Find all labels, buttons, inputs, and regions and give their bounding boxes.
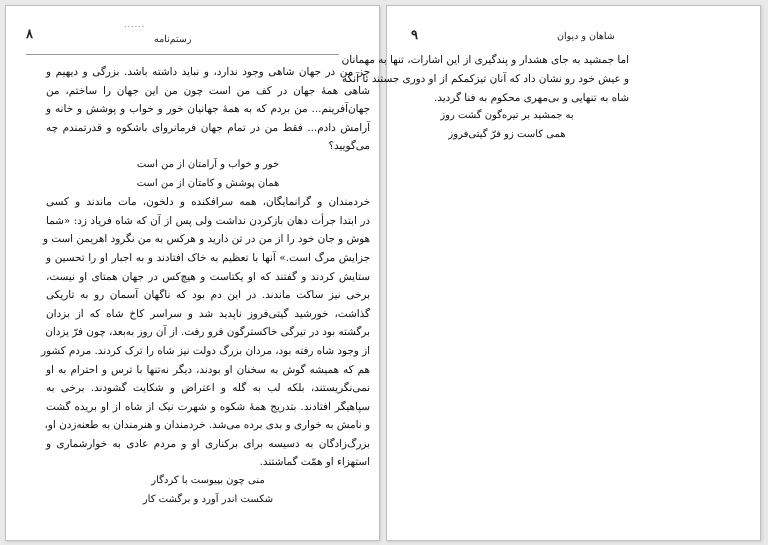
text-line: برگشته بود در تیرگی خاکسترگون فرو رفت. از آن روز بەبعد، چون فرّ یزدان [45,326,370,339]
page-number: ۹ [411,28,418,43]
verse-line: همی کاست زو فرّ گیتی‌فروز [448,129,566,141]
page-number: ۸ [26,27,33,42]
text-line: خردمندان و گرانمایگان، همه سرافکنده و دلخون، مات ماندند و کسی [46,196,370,209]
text-line: می‌گویید؟ [328,140,370,153]
text-line: هم که همیشه گوش به سخنان او بودند، دیگر نه‌تنها با ترس و احترام به او [46,363,370,376]
text-line: شاه به تنهایی و بی‌مهری محکوم به فنا گردید. [433,91,629,104]
text-line: برخی نیز ساکت ماندند. در این دم بود که ناگهان آسمان رو به تاریکی [46,289,370,302]
verse-line: منی چون بپیوست با کردگار [151,475,265,487]
header-dots: ...... [124,20,146,29]
text-line: نمی‌نگریستند، بلکه لب به گله و اعتراض و شکایت گشودند. برخی به [46,382,370,395]
verse-line: به جمشید بر تیره‌گون گشت روز [440,110,574,122]
verse-line: خور و خواب و آرامتان از من است [136,158,280,170]
left-page [5,5,380,541]
text-line: شاهی همهٔ جهان در کف من است چون من این جهان را ساختم، من [46,84,370,97]
right-page-body [341,51,629,145]
text-line: جهان‌آفرینم... من بردم که به همهٔ جهانیان خور و خواب و پوشش و خانه و [46,103,370,116]
text-line: و نامش به خواری و بدی برده می‌شد. خردمندان و هنرمندان به طعنه‌زدن او، [44,419,370,432]
verse-line: همان پوشش و کامتان از من است [136,177,280,189]
running-header-title: رستم‌نامه [154,34,192,45]
text-line: استهزاء او همّت گماشتند. [259,456,370,469]
text-line: اما جمشید به جای هشدار و پندگیری از این اشارات، تنها به مهمانان [341,54,629,66]
running-header-title: شاهان و دیوان [557,31,615,42]
text-line: جز من در جهان شاهی وجود ندارد، و نباید داشته باشد. بزرگی و دیهیم و [46,66,370,78]
text-line: جزایش مرگ است.» آنها با تعظیم به خاک افتادند و به اجبار او را تحسین و [46,251,370,264]
text-line: هوش و جان خود را از من در تن دارید و هرکس به من نگرود اهریمن است و [42,233,370,246]
text-line: در ابتدا جرأت دهان بازکردن نداشت ولی پس از آن که شاه فریاد زد: «شما [46,214,370,227]
text-line: آرامش دادم... فقط من در تمام جهان فرمانروای باشکوه و قدرتمندم چه [46,121,370,134]
text-line: از وجود شاه رفته بود، مردان بزرگ دولت نیز شاه را ترک کردند. مردم کشور [40,344,370,357]
left-page-body [40,63,370,509]
text-line: سپاهیگر افتادند. بتدریج همهٔ شکوه و شهرت نیک از شاه از او بریده گشت [46,400,370,413]
header-rule [26,54,339,55]
verse-line: شکست اندر آورد و برگشت کار [142,493,274,505]
text-line: بزرگ‌زادگان به دسیسه برای برکناری او و مردم عادی به خوارشماری و [46,437,370,450]
text-line: گذاشت، خورشید گیتی‌فروز ناپدید شد و سراسر کاخ شاه که از بزدان [46,307,370,320]
text-line: ستایش کردند و گفتند که او یکتاست و هیچ‌کس در جهان همتای او نیست، [46,270,370,283]
text-line: و عیش خود رو نشان داد که آنان تیزکمکم از او دوری جستند تا آنکه [341,72,629,85]
